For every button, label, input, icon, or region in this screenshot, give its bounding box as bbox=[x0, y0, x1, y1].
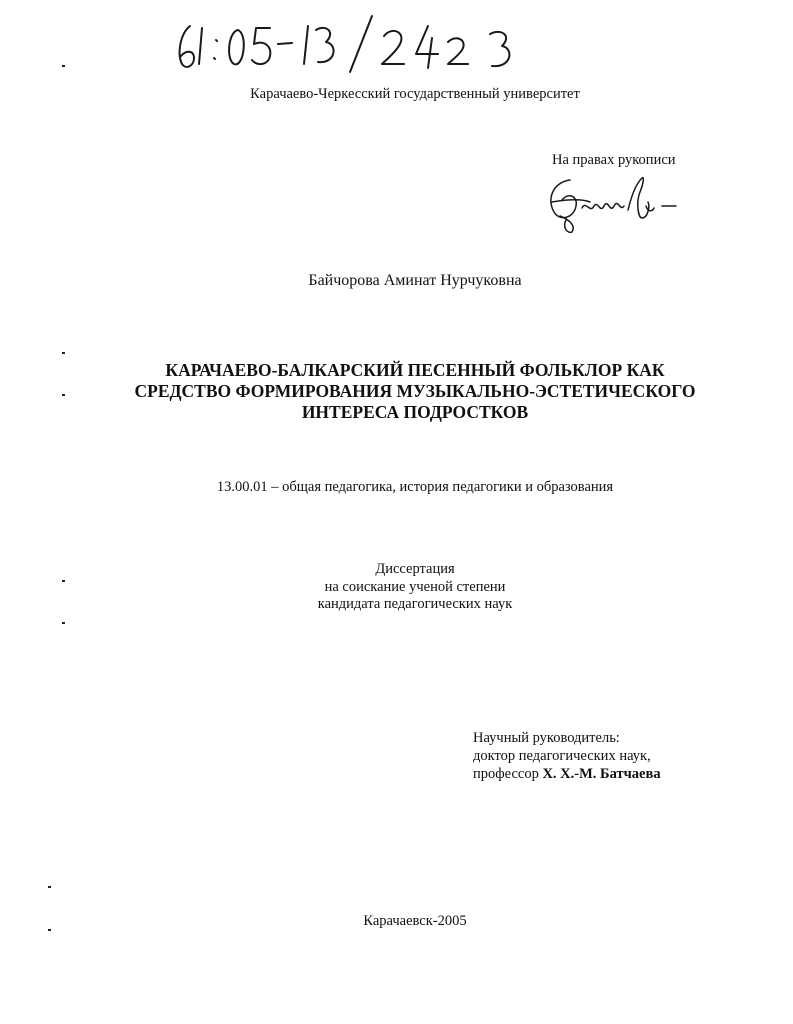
scan-speck bbox=[48, 929, 51, 931]
title-line: СРЕДСТВО ФОРМИРОВАНИЯ МУЗЫКАЛЬНО-ЭСТЕТИЧЕСКОГО bbox=[134, 381, 696, 401]
advisor-name: Х. Х.-М. Батчаева bbox=[542, 766, 661, 782]
dissertation-degree-block bbox=[0, 561, 793, 614]
degree-line: на соискание ученой степени bbox=[324, 578, 506, 595]
specialty-code: 13.00.01 – общая педагогика, история педагогики и образования bbox=[216, 479, 614, 495]
scan-speck bbox=[62, 394, 65, 396]
university-name: Карачаево-Черкесский государственный университет bbox=[250, 86, 580, 102]
scan-speck bbox=[62, 65, 65, 67]
advisor-rank: профессор bbox=[473, 766, 539, 782]
scan-speck bbox=[48, 886, 51, 888]
title-line: ИНТЕРЕСА ПОДРОСТКОВ bbox=[301, 402, 529, 422]
advisor-degree: доктор педагогических наук, bbox=[473, 748, 651, 764]
scan-speck bbox=[62, 580, 65, 582]
degree-line: кандидата педагогических наук bbox=[317, 596, 513, 612]
dissertation-title bbox=[0, 360, 793, 423]
advisor-rank-line bbox=[473, 765, 661, 783]
scan-speck bbox=[62, 622, 65, 624]
author-name: Байчорова Аминат Нурчуковна bbox=[308, 272, 522, 289]
author-signature bbox=[540, 172, 680, 234]
title-line: КАРАЧАЕВО-БАЛКАРСКИЙ ПЕСЕННЫЙ ФОЛЬКЛОР КАК bbox=[165, 360, 665, 380]
handwritten-registration-code bbox=[172, 14, 522, 74]
advisor-label: Научный руководитель: bbox=[473, 730, 620, 746]
manuscript-rights-note: На правах рукописи bbox=[552, 152, 676, 168]
degree-line: Диссертация bbox=[375, 561, 455, 577]
city-year: Карачаевск-2005 bbox=[363, 913, 467, 929]
scan-speck bbox=[62, 352, 65, 354]
scientific-advisor-block bbox=[473, 729, 661, 783]
